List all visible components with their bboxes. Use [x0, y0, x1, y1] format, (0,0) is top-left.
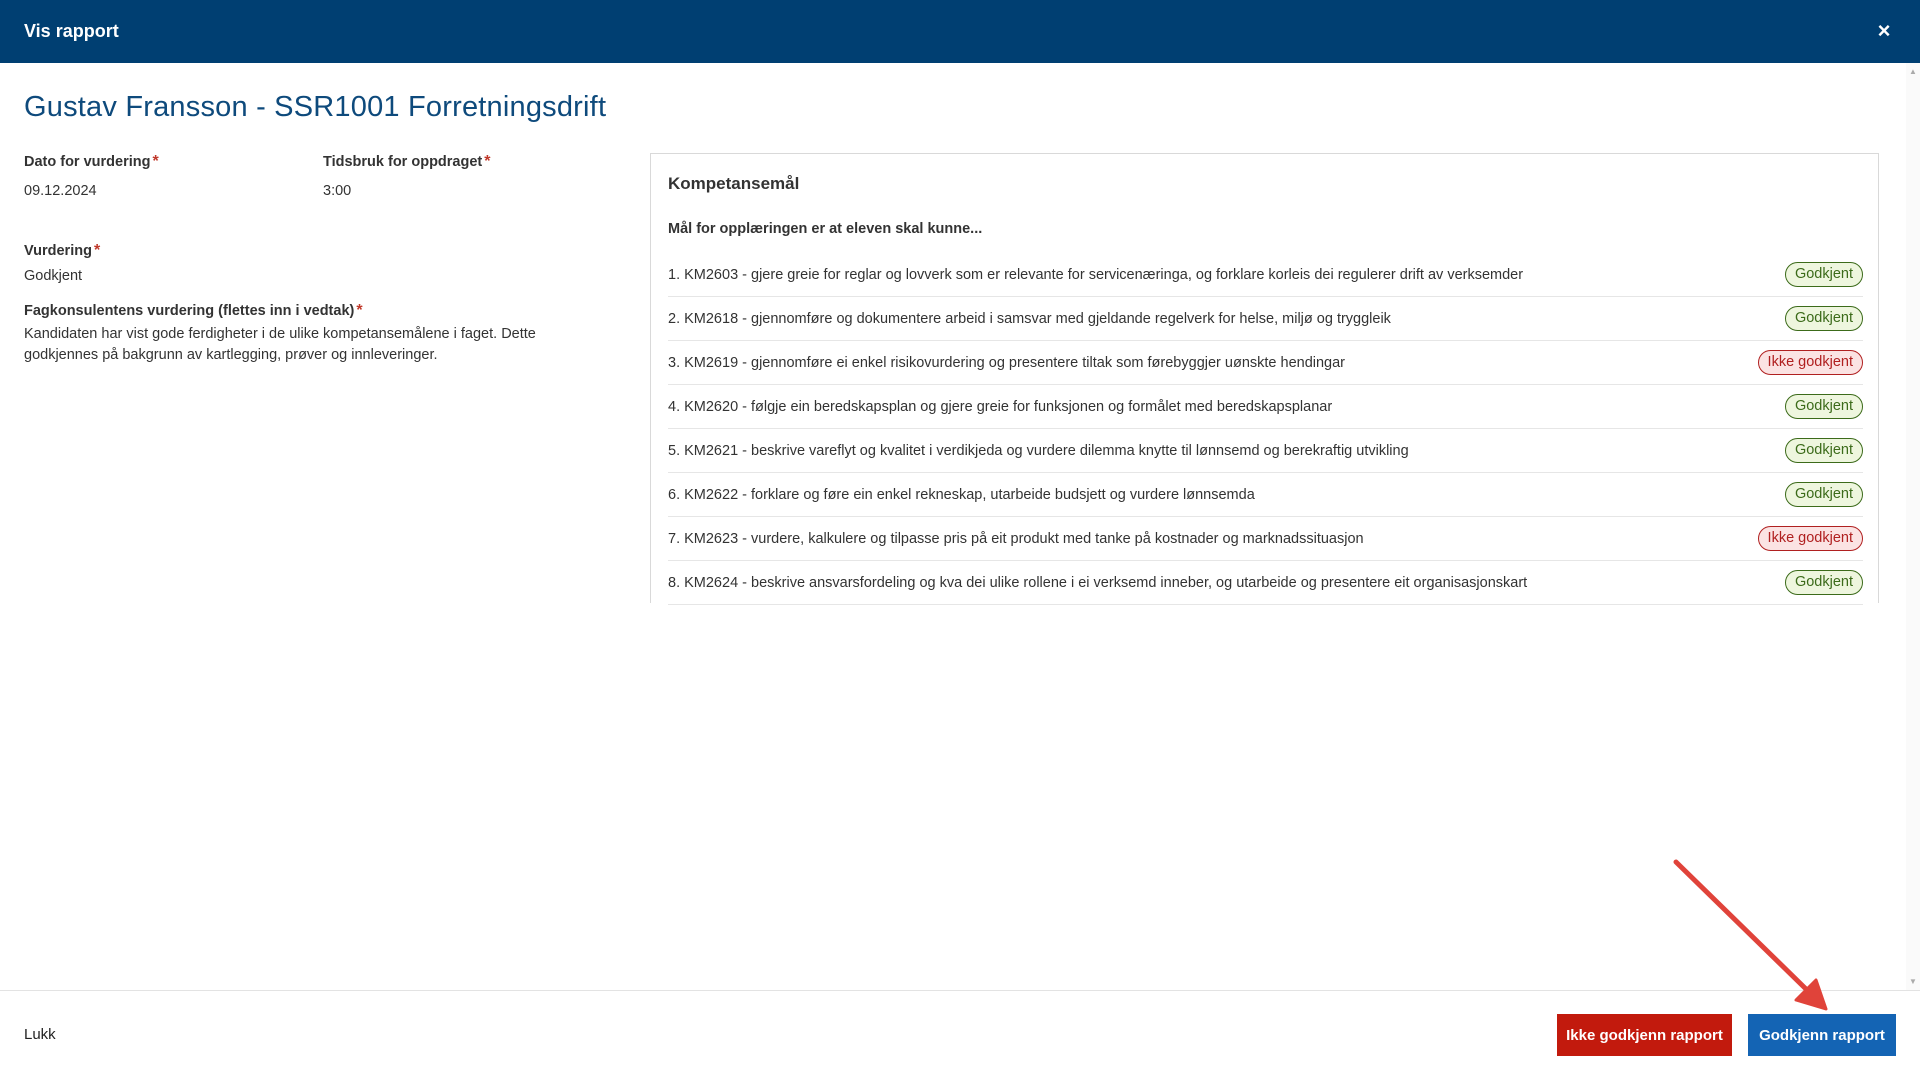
time-value: 3:00 [323, 183, 352, 199]
status-badge: Ikke godkjent [1758, 350, 1863, 375]
competence-goals-panel [650, 153, 1879, 603]
modal-footer [0, 990, 1920, 1080]
status-badge: Ikke godkjent [1758, 526, 1863, 551]
goal-text: 5. KM2621 - beskrive vareflyt og kvalitet i verdikjeda og vurdere dilemma knytte til lønnsemd og berekraftig utvikling [668, 442, 1409, 459]
goal-row [668, 385, 1863, 429]
approve-report-button[interactable]: Godkjenn rapport [1748, 1014, 1896, 1056]
consultant-field [24, 302, 584, 366]
goal-list [668, 253, 1863, 605]
scroll-down-icon[interactable]: ▼ [1909, 977, 1917, 986]
goal-text: 3. KM2619 - gjennomføre ei enkel risikovurdering og presentere tiltak som førebyggjer uønskte hendingar [668, 354, 1346, 371]
goal-text: 1. KM2603 - gjere greie for reglar og lovverk som er relevante for servicenæringa, og forklare korleis dei regulerer drift av verksemder [668, 266, 1524, 283]
assessment-value: Godkjent [24, 268, 83, 284]
status-badge: Godkjent [1785, 262, 1863, 287]
status-badge: Godkjent [1785, 482, 1863, 507]
goal-text: 8. KM2624 - beskrive ansvarsfordeling og kva dei ulike rollene i ei verksemd inneber, og utarbeide og presentere eit organisasjonskart [668, 574, 1528, 591]
goal-row [668, 473, 1863, 517]
goal-row [668, 517, 1863, 561]
panel-subtitle: Mål for opplæringen er at eleven skal kunne... [668, 221, 983, 237]
goal-text: 6. KM2622 - forklare og føre ein enkel rekneskap, utarbeide budsjett og vurdere lønnsemda [668, 486, 1255, 503]
modal-header [0, 0, 1920, 63]
modal-body [0, 63, 1906, 990]
page-title: Gustav Fransson - SSR1001 Forretningsdrift [24, 91, 607, 123]
date-value: 09.12.2024 [24, 183, 97, 199]
close-icon[interactable]: × [1877, 18, 1891, 43]
panel-title: Kompetansemål [668, 174, 800, 193]
close-button[interactable]: Lukk [24, 1026, 56, 1043]
required-marker: * [484, 153, 491, 170]
goal-row [668, 561, 1863, 605]
goal-row [668, 253, 1863, 297]
required-marker: * [93, 242, 101, 259]
time-field [323, 153, 490, 202]
status-badge: Godkjent [1785, 306, 1863, 331]
required-marker: * [356, 302, 363, 319]
goal-text: 2. KM2618 - gjennomføre og dokumentere arbeid i samsvar med gjeldande regelverk for helse, miljø og tryggleik [668, 310, 1391, 327]
status-badge: Godkjent [1785, 438, 1863, 463]
time-label: Tidsbruk for oppdraget [323, 154, 483, 170]
status-badge: Godkjent [1785, 394, 1863, 419]
assessment-field [24, 242, 100, 287]
goal-row [668, 297, 1863, 341]
reject-report-button[interactable]: Ikke godkjenn rapport [1557, 1014, 1732, 1056]
date-label: Dato for vurdering [24, 154, 151, 170]
consultant-value: Kandidaten har vist gode ferdigheter i de ulike kompetansemålene i faget. Dette godkjennes på bakgrunn av kartlegging, prøver og innleveringer. [24, 326, 536, 363]
scrollbar[interactable] [1906, 63, 1920, 990]
required-marker: * [152, 153, 159, 170]
goal-text: 7. KM2623 - vurdere, kalkulere og tilpasse pris på eit produkt med tanke på kostnader og marknadssituasjon [668, 530, 1364, 547]
goal-row [668, 429, 1863, 473]
scroll-up-icon[interactable]: ▲ [1909, 67, 1917, 76]
status-badge: Godkjent [1785, 570, 1863, 595]
date-field [24, 153, 159, 202]
assessment-label: Vurdering [24, 243, 92, 259]
goal-text: 4. KM2620 - følgje ein beredskapsplan og gjere greie for funksjonen og formålet med beredskapsplanar [668, 398, 1333, 415]
modal-title: Vis rapport [24, 21, 119, 41]
consultant-label: Fagkonsulentens vurdering (flettes inn i vedtak) [24, 303, 355, 319]
goal-row [668, 341, 1863, 385]
